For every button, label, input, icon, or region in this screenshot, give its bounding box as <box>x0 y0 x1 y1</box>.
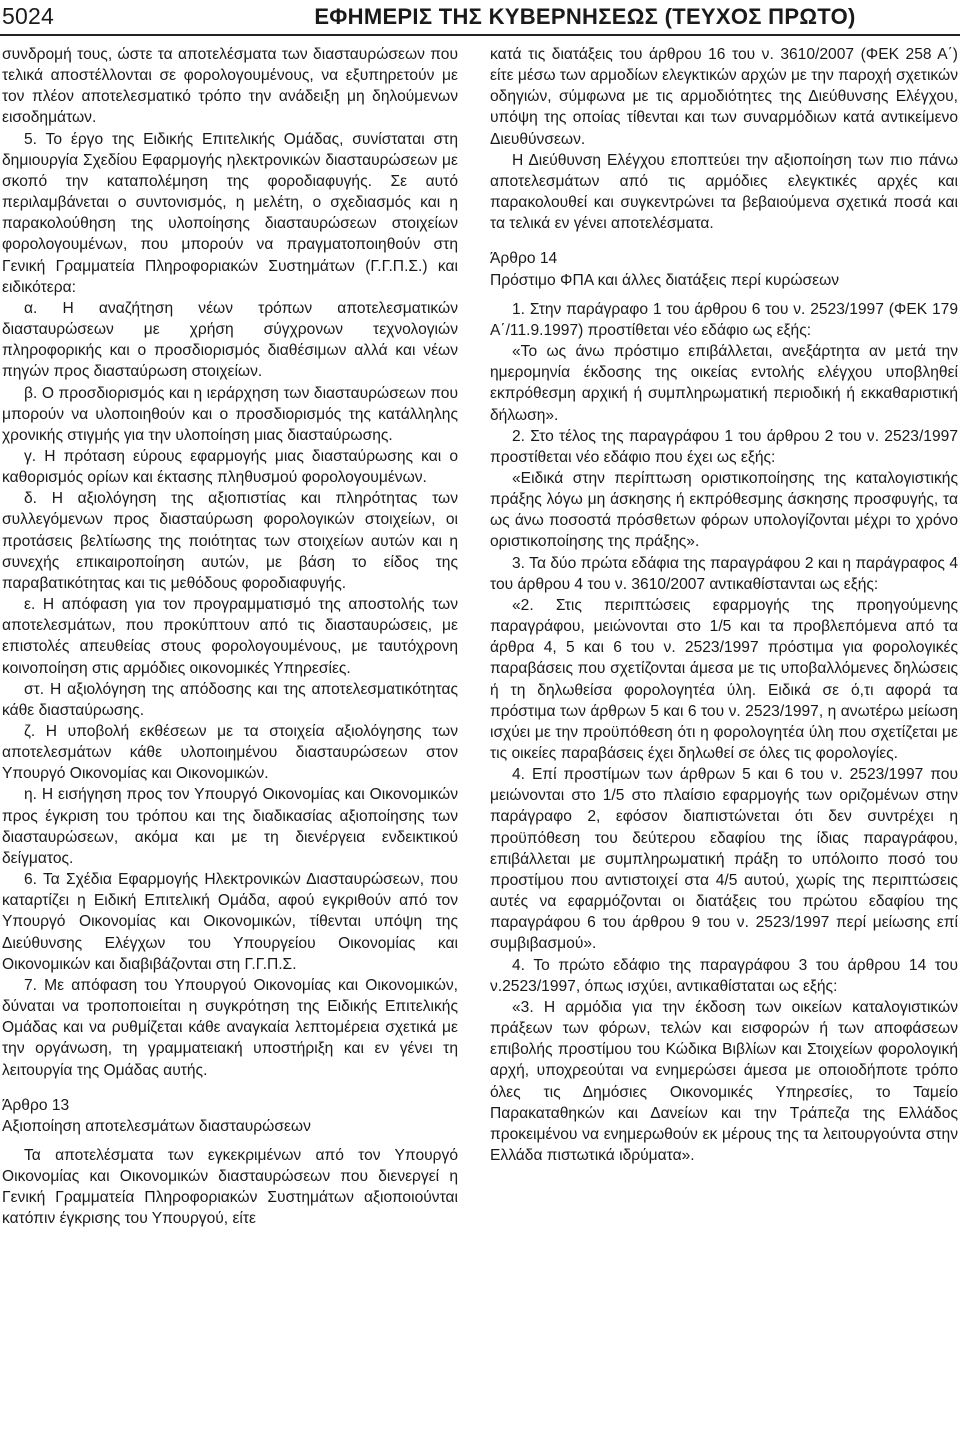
paragraph: δ. Η αξιολόγηση της αξιοπιστίας και πληρότητας των συλλεγόμενων προς διασταύρωση φορολογικών στοιχείων, οι προτάσεις βελτίωσης της ποιότητας των στοιχείων αυτών και η συνεχής επικαιροποίηση αυτών, με βάση το είδος της παραβατικότητας και τις μεθόδους φοροδιαφυγής. <box>2 490 458 592</box>
paragraph: 5. Το έργο της Ειδικής Επιτελικής Ομάδας, συνίσταται στη δημιουργία Σχεδίου Εφαρμογής ηλεκτρονικών διασταυρώσεων με σκοπό την καταπολέμηση της φοροδιαφυγής. Σε αυτό περιλαμβάνεται ο συντονισμός, η μελέτη, ο σχεδιασμός και η παρακολούθηση της υλοποίησης διασταυρώσεων στοιχείων φορολογουμένων, που μπορούν να πραγματοποιηθούν στη Γενική Γραμματεία Πληροφοριακών Συστημάτων (Γ.Γ.Π.Σ.) και ειδικότερα: <box>2 130 458 296</box>
article-14-number: Άρθρο 14 <box>490 250 558 268</box>
article-13-title: Αξιοποίηση αποτελεσμάτων διασταυρώσεων <box>2 1117 311 1135</box>
paragraph: 7. Με απόφαση του Υπουργού Οικονομίας και Οικονομικών, δύναται να τροποποιείται η συγκρότηση της Ειδικής Επιτελικής Ομάδας και να ρυθμίζεται κάθε αναγκαία λεπτομέρεια σχετικά με την οργάνωση, τη γραμματειακή υποστήριξη και εν γένει τη λειτουργία της Ομάδας αυτής. <box>2 976 458 1079</box>
paragraph: 2. Στο τέλος της παραγράφου 1 του άρθρου 2 του ν. 2523/1997 προστίθεται νέο εδάφιο που έχει ως εξής: <box>490 427 958 466</box>
paragraph: 4. Επί προστίμων των άρθρων 5 και 6 του ν. 2523/1997 που μειώνονται στο 1/5 στο πλαίσιο εφαρμογής των οριζομένων στην παράγραφο 2, εφόσον διαπιστώνεται ότι δεν συντρέχει η προϋπόθεση του δεύτερου εδαφίου της ίδιας παραγράφου, επιβάλλεται με συμπληρωματική πράξη το υπόλοιπο ποσό του προστίμου που αντιστοιχεί στα 4/5 αυτού, χωρίς της περιπτώσεις αυτές να εφαρμόζονται οι διατάξεις του πρώτου εδαφίου της παραγράφου 6 του άρθρου 9 του ν. 2523/1997 περί μείωσης επί συμβιβασμού». <box>490 766 958 953</box>
paragraph: Η Διεύθυνση Ελέγχου εποπτεύει την αξιοποίηση των πιο πάνω αποτελεσμάτων από τις αρμόδιες ελεγκτικές αρχές και παρακολουθεί και συγκεντρώνει τα βεβαιούμενα σχετικά ποσά και τα τελικά εν γένει αποτελέσματα. <box>490 151 958 233</box>
paragraph: «2. Στις περιπτώσεις εφαρμογής της προηγούμενης παραγράφου, μειώνονται στο 1/5 και τα προβλεπόμενα από τα άρθρα 4, 5 και 6 του ν. 2523/1997 πρόστιμα για φορολογικές παραβάσεις που σχετίζονται άμεσα με τις υποβαλλόμενες δηλώσεις ή τη δηλωθείσα φορολογητέα ύλη. Ειδικά σε ό,τι αφορά τα πρόστιμα των άρθρων 5 και 6 του ν. 2523/1997, η ανωτέρω μείωση ισχύει με την προϋπόθεση ότι η φορολογητέα ύλη που σχετίζεται με τις οικείες παραβάσεις έχει δηλωθεί σε όλες τις φορολογίες. <box>490 596 958 762</box>
paragraph: κατά τις διατάξεις του άρθρου 16 του ν. 3610/2007 (ΦΕΚ 258 Α΄) είτε μέσω των αρμοδίων ελεγκτικών αρχών με την παροχή σχετικών οδηγιών, σύμφωνα με τις αρμοδιότητες της Διεύθυνσης Ελέγχου, υπόψη της οποίας τίθενται και των συναρμόδιων κατά αντικείμενο Διευθύνσεων. <box>490 46 959 148</box>
paragraph: στ. Η αξιολόγηση της απόδοσης και της αποτελεσματικότητας κάθε διασταύρωσης. <box>2 680 458 719</box>
gazette-title: ΕΦΗΜΕΡΙΣ ΤΗΣ ΚΥΒΕΡΝΗΣΕΩΣ (ΤΕΥΧΟΣ ΠΡΩΤΟ) <box>314 4 856 29</box>
paragraph: «3. Η αρμόδια για την έκδοση των οικείων καταλογιστικών πράξεων των φόρων, τελών και εισφορών ή των αποφάσεων επιβολής προστίμου του Κώδικα Βιβλίων και Στοιχείων φορολογική αρχή, υποχρεούται να ενημερώσει άμεσα με οποιοδήποτε τρόπο όλες τις Δημόσιες Οικονομικές Υπηρεσίες, το Ταμείο Παρακαταθηκών και Δανείων και την Τράπεζα της Ελλάδος προκειμένου να ενημερωθούν εκ μέρους της τα λειτουργούντα στην Ελλάδα πιστωτικά ιδρύματα». <box>490 998 958 1164</box>
left-column <box>2 44 458 1230</box>
page-header <box>0 0 960 36</box>
article-13-number: Άρθρο 13 <box>2 1096 70 1114</box>
paragraph: ε. Η απόφαση για τον προγραμματισμό της αποστολής των αποτελεσμάτων, που προκύπτουν από τις διασταυρώσεις, με επιστολές απευθείας στους φορολογουμένους, με ταυτόχρονη κοινοποίηση στις αρμόδιες οικονομικές Υπηρεσίες. <box>2 596 458 677</box>
paragraph: ζ. Η υποβολή εκθέσεων με τα στοιχεία αξιολόγησης των αποτελεσμάτων κάθε υλοποιημένου διασταυρώσεων στον Υπουργό Οικονομίας και Οικονομικών. <box>2 723 458 783</box>
paragraph: 3. Τα δύο πρώτα εδάφια της παραγράφου 2 και η παράγραφος 4 του άρθρου 4 του ν. 3610/2007 αντικαθίστανται ως εξής: <box>490 554 958 593</box>
paragraph: γ. Η πρόταση εύρους εφαρμογής μιας διασταύρωσης και ο καθορισμός ορίων και έκτασης πληθυσμού φορολογουμένων. <box>2 447 458 487</box>
paragraph: συνδρομή τους, ώστε τα αποτελέσματα των διασταυρώσεων που τελικά αποστέλλονται σε φορολογουμένους, να εξυπηρετούν με τον πλέον αποτελεσματικό τρόπο την ανάδειξη μη δηλούμενων εισοδημάτων. <box>2 46 458 127</box>
paragraph: «Το ως άνω πρόστιμο επιβάλλεται, ανεξάρτητα αν μετά την ημερομηνία έκδοσης της οικείας εντολής ελέγχου υποβληθεί εκπρόθεσμη αρχική ή συμπληρωματική περιοδική ή εκκαθαριστική δήλωση». <box>490 343 958 424</box>
paragraph: 6. Τα Σχέδια Εφαρμογής Ηλεκτρονικών Διασταυρώσεων, που καταρτίζει η Ειδική Επιτελική Ομάδα, αφού εγκριθούν από τον Υπουργό Οικονομίας και Οικονομικών, τίθενται υπόψη της Διεύθυνσης Ελέγχων του Υπουργείου Οικονομίας και Οικονομικών και διαβιβάζονται στη Γ.Γ.Π.Σ. <box>2 871 458 973</box>
paragraph: 4. Το πρώτο εδάφιο της παραγράφου 3 του άρθρου 14 του ν.2523/1997, όπως ισχύει, αντικαθίσταται ως εξής: <box>490 956 958 995</box>
paragraph: β. Ο προσδιορισμός και η ιεράρχηση των διασταυρώσεων που μπορούν να υλοποιηθούν και ο προσδιορισμός της κατάλληλης χρονικής στιγμής για την υλοποίηση μιας διασταύρωσης. <box>2 384 458 444</box>
paragraph: η. Η εισήγηση προς τον Υπουργό Οικονομίας και Οικονομικών προς έγκριση του τρόπου και της διαδικασίας αξιοποίησης των διασταυρώσεων, ακόμα και με τη διενέργεια ενδεικτικού δείγματος. <box>2 786 458 867</box>
article-14-title: Πρόστιμο ΦΠΑ και άλλες διατάξεις περί κυρώσεων <box>490 271 840 289</box>
paragraph: α. Η αναζήτηση νέων τρόπων αποτελεσματικών διασταυρώσεων με χρήση σύγχρονων τεχνολογιών πληροφορικής και ο προσδιορισμός διαθέσιμων αλλά και νέων πηγών προς διασταύρωση στοιχείων. <box>2 299 458 381</box>
paragraph: «Ειδικά στην περίπτωση οριστικοποίησης της καταλογιστικής πράξης λόγω μη άσκησης ή εκπρόθεσμης άσκησης προσφυγής, τα ως άνω ποσοστά πρόσθετων φόρων υπολογίζονται μέχρι το χρόνο οριστικοποίησης της πράξης». <box>490 469 958 551</box>
page-number: 5024 <box>2 3 54 29</box>
paragraph: 1. Στην παράγραφο 1 του άρθρου 6 του ν. 2523/1997 (ΦΕΚ 179 Α΄/11.9.1997) προστίθεται νέο εδάφιο ως εξής: <box>490 300 958 339</box>
right-column <box>490 44 958 1166</box>
paragraph: Τα αποτελέσματα των εγκεκριμένων από τον Υπουργό Οικονομίας και Οικονομικών διασταυρώσεων που διενεργεί η Γενική Γραμματεία Πληροφοριακών Συστημάτων αξιοποιούνται κατόπιν έγκρισης του Υπουργού, είτε <box>2 1146 458 1228</box>
